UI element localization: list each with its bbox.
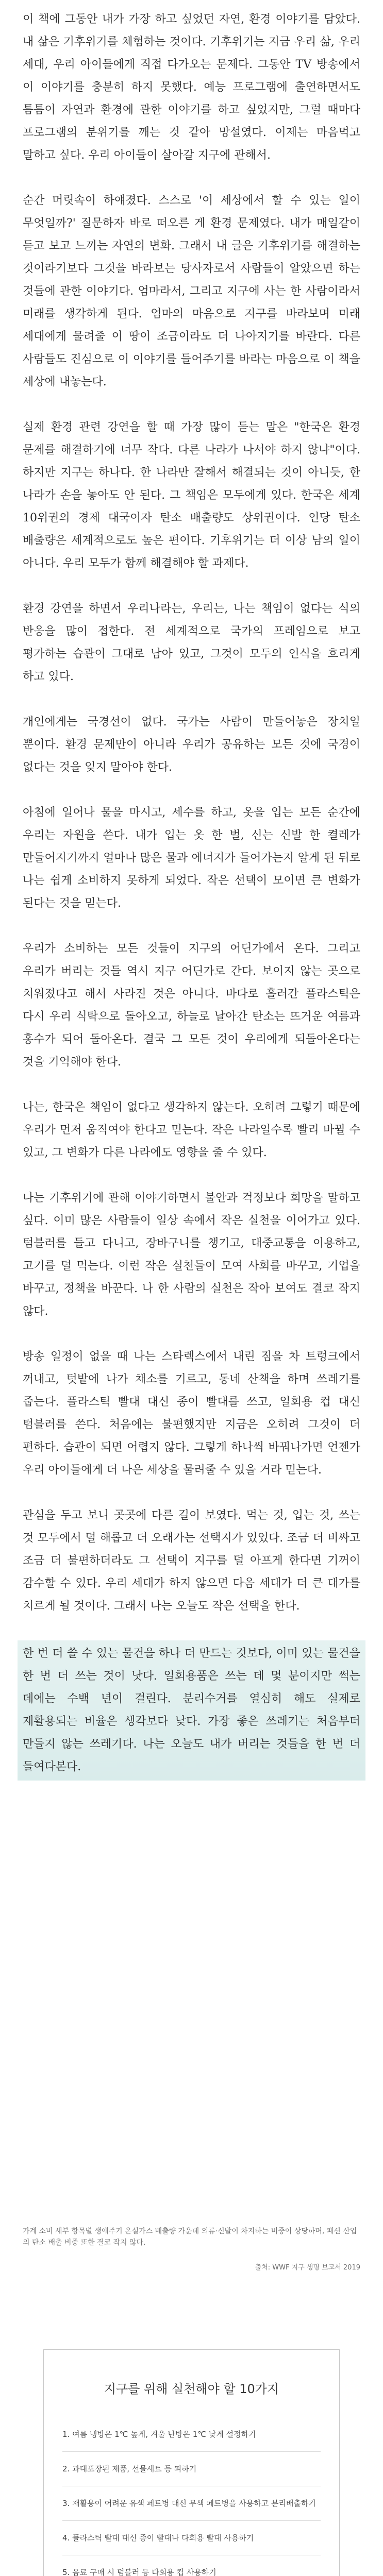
article-paragraph: 실제 환경 관련 강연을 할 때 가장 많이 듣는 말은 "한국은 환경 문제를 해결하기에 너무 작다. 다른 나라가 나서야 하지 않냐"이다. 하지만 지구는 하나다. 한 나라만 잘해서 해결되는 것이 아니듯, 한 나라가 손을 놓아도 안 된다. 그 책임은 모두에게 있다. 한국은 세계 10위권의 경제 대국이자 탄소 배출량도 상위권이다. 인당 탄소 배출량은 세계적으로도 높은 편이다. 기후위기는 더 이상 남의 일이 아니다. 우리 모두가 함께 해결해야 할 과제다. <box>23 421 360 570</box>
ten-actions-list <box>44 2417 339 2576</box>
ten-actions-title: 지구를 위해 실천해야 할 10가지 <box>104 2382 279 2396</box>
list-item: 5. 음료 구매 시 텀블러 등 다회용 컵 사용하기 <box>62 2555 321 2576</box>
list-item: 1. 여름 냉방은 1℃ 높게, 겨울 난방은 1℃ 낮게 설정하기 <box>62 2417 321 2452</box>
article-paragraph: 방송 일정이 없을 때 나는 스타렉스에서 내린 짐을 차 트렁크에서 꺼내고, 텃밭에 나가 채소를 기르고, 동네 산책을 하며 쓰레기를 줍는다. 플라스틱 빨대 대신 종이 빨대를 쓰고, 일회용 컵 대신 텀블러를 쓴다. 처음에는 불편했지만 지금은 오히려 그것이 더 편하다. 습관이 되면 어렵지 않다. 그렇게 하나씩 바꿔나가면 언젠가 우리 아이들에게 더 나은 세상을 물려줄 수 있을 거라 믿는다. <box>23 1350 360 1477</box>
list-item: 3. 재활용이 어려운 유색 페트병 대신 무색 페트병을 사용하고 분리배출하기 <box>62 2486 321 2521</box>
article-paragraph: 관심을 두고 보니 곳곳에 다른 길이 보였다. 먹는 것, 입는 것, 쓰는 것 모두에서 덜 해롭고 더 오래가는 선택지가 있었다. 조금 더 비싸고 조금 더 불편하더라도 그 선택이 지구를 덜 아프게 한다면 기꺼이 감수할 수 있다. 우리 세대가 하지 않으면 다음 세대가 더 큰 대가를 치르게 될 것이다. 그래서 나는 오늘도 작은 선택을 한다. <box>23 1509 360 1613</box>
footnote-text: 가계 소비 세부 항목별 생애주기 온실가스 배출량 가운데 의류·신발이 차지하는 비중이 상당하며, 패션 산업의 탄소 배출 비중 또한 결코 작지 않다. <box>23 2227 357 2247</box>
article-paragraph: 나는 기후위기에 관해 이야기하면서 불안과 걱정보다 희망을 말하고 싶다. 이미 많은 사람들이 일상 속에서 작은 실천을 이어가고 있다. 텀블러를 들고 다니고, 장바구니를 챙기고, 대중교통을 이용하고, 고기를 덜 먹는다. 이런 작은 실천들이 모여 사회를 바꾸고, 기업을 바꾸고, 정책을 바꾼다. 나 한 사람의 실천은 작아 보여도 결코 작지 않다. <box>23 1192 360 1318</box>
article-paragraph: 이 책에 그동안 내가 가장 하고 싶었던 자연, 환경 이야기를 담았다. 내 삶은 기후위기를 체험하는 것이다. 기후위기는 지금 우리 삶, 우리 세대, 우리 아이들에게 직접 다가오는 문제다. 그동안 TV 방송에서 이 이야기를 충분히 하지 못했다. 예능 프로그램에 출연하면서도 틈틈이 자연과 환경에 관한 이야기를 하고 싶었지만, 그럴 때마다 프로그램의 분위기를 깨는 것 같아 망설였다. 이제는 마음먹고 말하고 싶다. 우리 아이들이 살아갈 지구에 관해서. <box>23 13 360 162</box>
article-paragraph: 우리가 소비하는 모든 것들이 지구의 어딘가에서 온다. 그리고 우리가 버리는 것들 역시 지구 어딘가로 간다. 보이지 않는 곳으로 치워졌다고 해서 사라진 것은 아니다. 바다로 흘러간 플라스틱은 다시 우리 식탁으로 돌아오고, 하늘로 날아간 탄소는 뜨거운 여름과 홍수가 되어 돌아온다. 결국 그 모든 것이 우리에게 되돌아온다는 것을 기억해야 한다. <box>23 942 360 1069</box>
article-paragraph: 아침에 일어나 물을 마시고, 세수를 하고, 옷을 입는 모든 순간에 우리는 자원을 쓴다. 내가 입는 옷 한 벌, 신는 신발 한 켤레가 만들어지기까지 얼마나 많은 물과 에너지가 들어가는지 알게 된 뒤로 나는 쉽게 소비하지 못하게 되었다. 작은 선택이 모이면 큰 변화가 된다는 것을 믿는다. <box>23 806 360 910</box>
article-paragraph: 개인에게는 국경선이 없다. 국가는 사람이 만들어놓은 장치일 뿐이다. 환경 문제만이 아니라 우리가 공유하는 모든 것에 국경이 없다는 것을 잊지 말아야 한다. <box>23 716 360 774</box>
ten-actions-box <box>43 2349 340 2576</box>
highlighted-passage: 한 번 더 쓸 수 있는 물건을 하나 더 만드는 것보다, 이미 있는 물건을 한 번 더 쓰는 것이 낫다. 일회용품은 쓰는 데 몇 분이지만 썩는 데에는 수백 년이 걸린다. 분리수거를 열심히 해도 실제로 재활용되는 비율은 생각보다 낮다. 가장 좋은 쓰레기는 처음부터 만들지 않는 쓰레기다. 나는 오늘도 내가 버리는 것들을 한 번 더 들여다본다. <box>18 1640 365 1781</box>
article-paragraph: 환경 강연을 하면서 우리나라는, 우리는, 나는 책임이 없다는 식의 반응을 많이 접한다. 전 세계적으로 국가의 프레임으로 보고 평가하는 습관이 그대로 남아 있고, 그것이 모두의 인식을 흐리게 하고 있다. <box>23 602 360 683</box>
list-item: 2. 과대포장된 제품, 선물세트 등 피하기 <box>62 2452 321 2486</box>
article-paragraph: 순간 머릿속이 하얘졌다. 스스로 '이 세상에서 할 수 있는 일이 무엇일까?' 질문하자 바로 떠오른 게 환경 문제였다. 내가 매일같이 듣고 보고 느끼는 자연의 변화. 그래서 내 글은 기후위기를 해결하는 것이라기보다 그것을 바라보는 당사자로서 사람들이 알았으면 하는 것들에 관한 이야기다. 엄마라서, 그리고 지구에 사는 한 사람이라서 미래를 생각하게 된다. 엄마의 마음으로 지구를 바라보며 미래 세대에게 물려줄 이 땅이 조금이라도 더 나아지기를 바란다. 다른 사람들도 진심으로 이 이야기를 들어주기를 바라는 마음으로 이 책을 세상에 내놓는다. <box>23 194 360 388</box>
footnote-area <box>23 2226 360 2272</box>
source-caption: 출처: WWF 지구 생명 보고서 2019 <box>255 2264 360 2272</box>
list-item: 4. 플라스틱 빨대 대신 종이 빨대나 다회용 빨대 사용하기 <box>62 2521 321 2555</box>
article-paragraph: 나는, 한국은 책임이 없다고 생각하지 않는다. 오히려 그렇기 때문에 우리가 먼저 움직여야 한다고 믿는다. 작은 나라일수록 빨리 바뀔 수 있고, 그 변화가 다른 나라에도 영향을 줄 수 있다. <box>23 1101 360 1159</box>
